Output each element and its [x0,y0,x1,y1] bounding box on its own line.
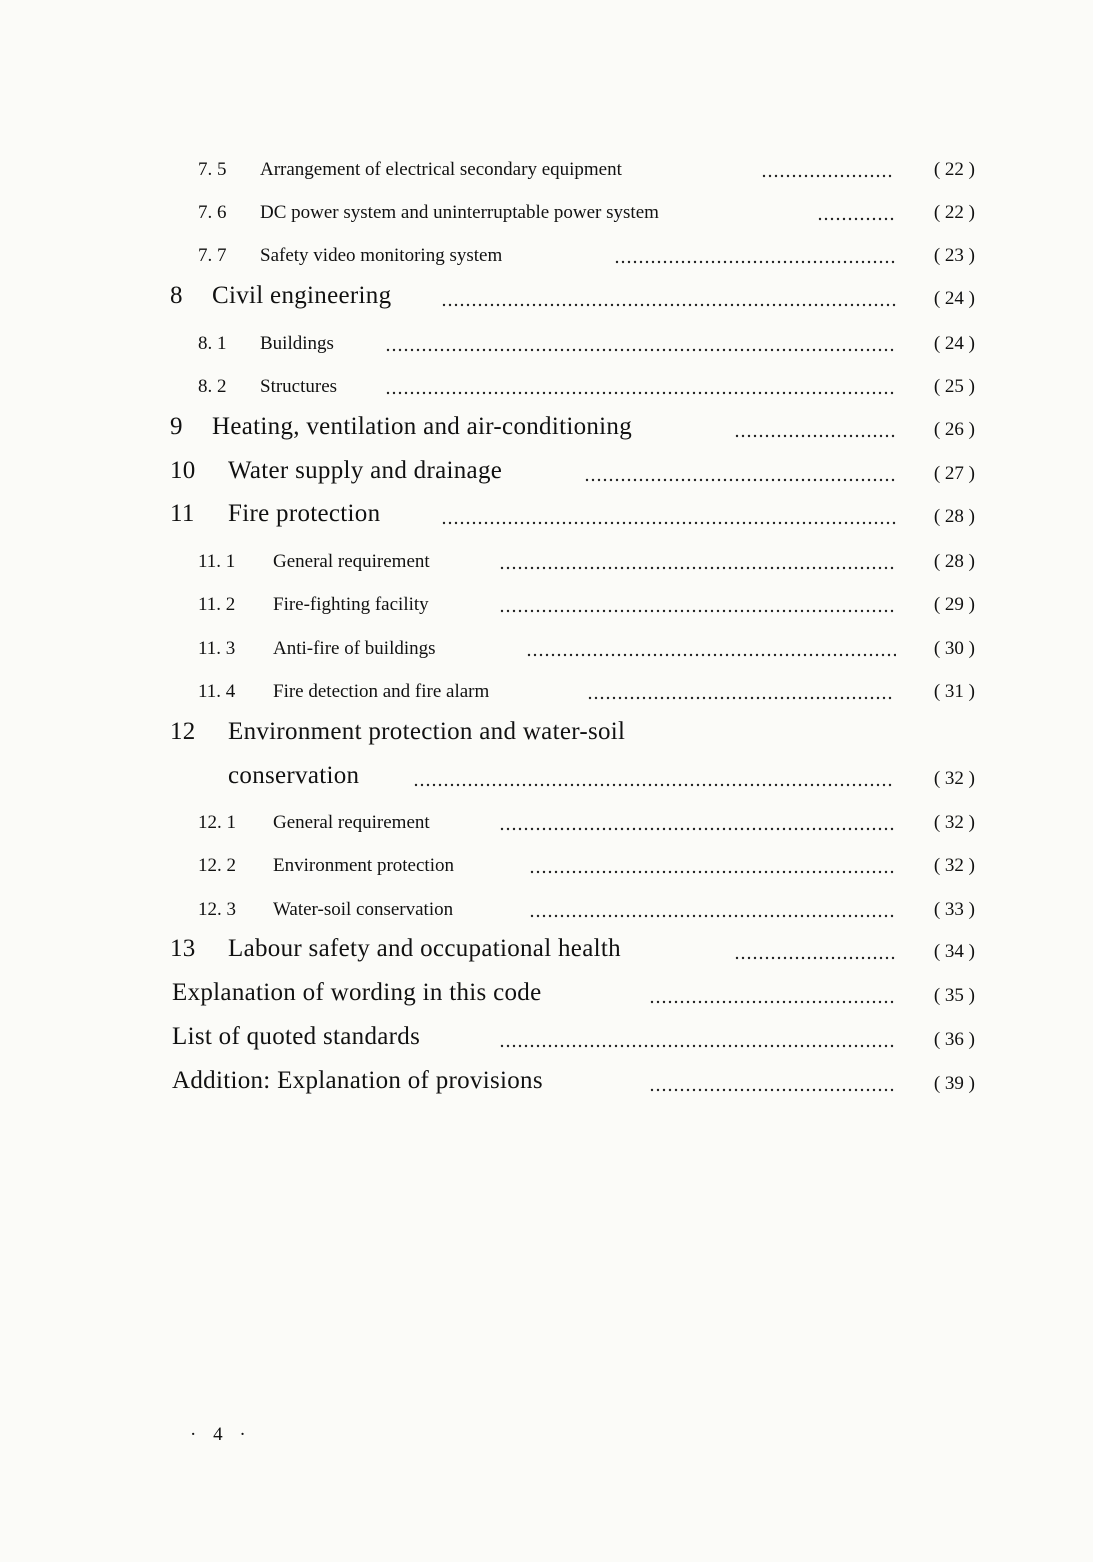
toc-entry-title: Water-soil conservation [273,899,454,920]
dot-leader [442,520,896,526]
toc-entry-page: ( 27 ) [933,463,975,484]
toc-entry-number: 11. 3 [198,638,236,659]
toc-entry-number: 9 [170,413,183,440]
toc-entry-page: ( 22 ) [933,202,975,223]
toc-entry-title: Buildings [260,333,334,354]
dot-leader [530,869,896,875]
toc-entry-number: 11. 2 [198,594,236,615]
dot-leader [615,259,896,265]
dot-leader [386,347,896,353]
toc-entry-page: ( 24 ) [933,288,975,309]
toc-entry-title: Arrangement of electrical secondary equipment [260,159,622,180]
dot-leader [588,695,896,701]
toc-entry-title: Environment protection [273,855,454,876]
toc-entry [0,764,1093,794]
toc-entry-number: 12 [170,718,196,745]
toc-entry-title: Environment protection and water-soil [228,718,626,745]
toc-entry [0,329,1093,359]
toc-entry-number: 13 [170,935,196,962]
toc-entry-title: List of quoted standards [172,1023,421,1050]
toc-entry-title: DC power system and uninterruptable power system [260,202,659,223]
toc-entry-number: 12. 2 [198,855,236,876]
toc-entry-page: ( 32 ) [933,812,975,833]
toc-entry-title: General requirement [273,812,430,833]
toc-entry [0,634,1093,664]
toc-entry-title: Explanation of wording in this code [172,979,542,1006]
toc-entry-page: ( 35 ) [933,985,975,1006]
toc-entry-title: Fire detection and fire alarm [273,681,490,702]
toc-entry-number: 11 [170,500,195,527]
dot-leader [530,913,896,919]
dot-leader [650,999,896,1005]
toc-entry-page: ( 30 ) [933,638,975,659]
toc-entry [0,1025,1093,1055]
dot-leader [650,1087,896,1093]
toc-entry [0,1069,1093,1099]
toc-entry-page: ( 31 ) [933,681,975,702]
dot-leader [386,390,896,396]
toc-entry-title: Civil engineering [212,282,392,309]
toc-entry [0,502,1093,532]
toc-entry-page: ( 24 ) [933,333,975,354]
toc-entry-page: ( 28 ) [933,551,975,572]
toc-entry-title: Fire-fighting facility [273,594,429,615]
toc-entry [0,720,1093,750]
toc-entry-number: 8. 2 [198,376,227,397]
toc-entry [0,284,1093,314]
toc-entry [0,155,1093,185]
toc-entry-title: Safety video monitoring system [260,245,503,266]
toc-entry-title: Anti-fire of buildings [273,638,436,659]
dot-leader [500,1043,896,1049]
toc-entry [0,415,1093,445]
toc-entry-number: 7. 7 [198,245,227,266]
toc-entry [0,677,1093,707]
toc-entry [0,937,1093,967]
dot-leader [442,302,896,308]
dot-leader [500,608,896,614]
toc-entry-page: ( 23 ) [933,245,975,266]
toc-entry [0,198,1093,228]
toc-entry-page: ( 36 ) [933,1029,975,1050]
toc-entry-number: 12. 1 [198,812,236,833]
toc-entry-page: ( 22 ) [933,159,975,180]
toc-entry [0,981,1093,1011]
toc-entry-title: Structures [260,376,338,397]
toc-entry [0,372,1093,402]
toc-entry-page: ( 39 ) [933,1073,975,1094]
toc-entry-page: ( 32 ) [933,768,975,789]
toc-entry-page: ( 25 ) [933,376,975,397]
toc-entry-title: Fire protection [228,500,381,527]
toc-entry-page: ( 32 ) [933,855,975,876]
toc-entry-title: Labour safety and occupational health [228,935,621,962]
dot-leader [818,216,896,222]
toc-entry [0,851,1093,881]
dot-leader [414,782,896,788]
toc-entry-number: 7. 5 [198,159,227,180]
toc-entry-number: 10 [170,457,196,484]
toc-entry-number: 12. 3 [198,899,236,920]
toc-entry-number: 11. 4 [198,681,236,702]
toc-entry-number: 11. 1 [198,551,236,572]
toc-entry-page: ( 33 ) [933,899,975,920]
dot-leader [735,955,896,961]
toc-entry-page: ( 26 ) [933,419,975,440]
toc-entry-title: Water supply and drainage [228,457,503,484]
toc-entry [0,459,1093,489]
toc-entry [0,895,1093,925]
dot-leader [762,173,896,179]
dot-leader [585,477,896,483]
toc-entry-title: conservation [228,762,360,789]
toc-entry-number: 8. 1 [198,333,227,354]
toc-entry-number: 7. 6 [198,202,227,223]
toc-entry [0,241,1093,271]
toc-entry-page: ( 28 ) [933,506,975,527]
page-number: · 4 · [190,1424,252,1445]
toc-entry [0,590,1093,620]
toc-entry [0,808,1093,838]
toc-entry-number: 8 [170,282,183,309]
dot-leader [500,826,896,832]
dot-leader [735,433,896,439]
toc-entry-title: Addition: Explanation of provisions [172,1067,543,1094]
toc-entry-page: ( 29 ) [933,594,975,615]
dot-leader [500,565,896,571]
toc-entry-title: Heating, ventilation and air-conditioning [212,413,633,440]
toc-entry-page: ( 34 ) [933,941,975,962]
toc-entry-title: General requirement [273,551,430,572]
toc-entry [0,547,1093,577]
dot-leader [527,652,896,658]
